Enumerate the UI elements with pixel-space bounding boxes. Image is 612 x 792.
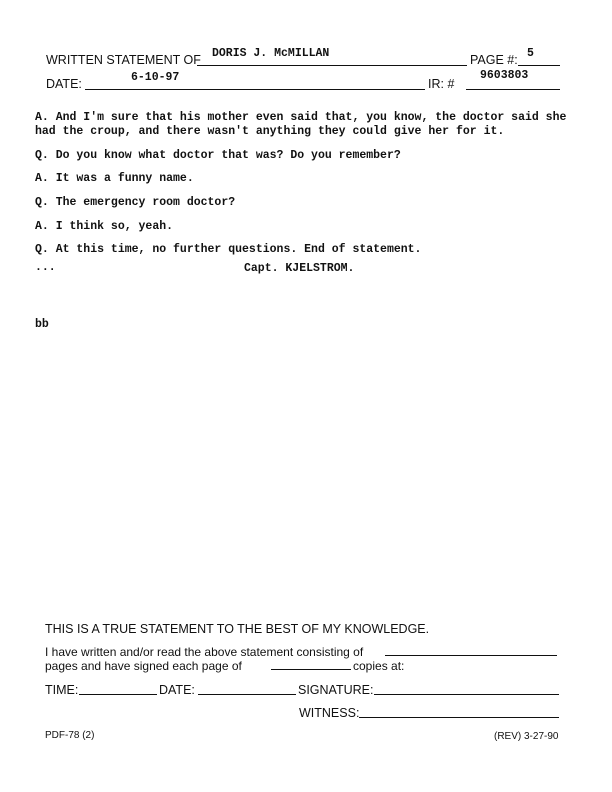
true-statement: THIS IS A TRUE STATEMENT TO THE BEST OF MY KNOWLEDGE.: [45, 622, 430, 636]
answer-think-so: A. I think so, yeah.: [35, 220, 174, 233]
ellipsis: ...: [35, 261, 56, 274]
page-underline: [518, 65, 560, 66]
date-label: DATE:: [46, 77, 82, 91]
revision-date: (REV) 3-27-90: [494, 731, 559, 742]
answer-funny-name: A. It was a funny name.: [35, 172, 194, 185]
consist-line-2b: copies at:: [353, 659, 405, 673]
question-end-statement: Q. At this time, no further questions. End of statement.: [35, 243, 422, 256]
signature-field-line: [374, 694, 559, 695]
typist-initials: bb: [35, 318, 49, 331]
date-field-line: [198, 694, 296, 695]
page-label: PAGE #:: [470, 53, 518, 67]
answer-line-1: A. And I'm sure that his mother even said that, you know, the doctor said she: [35, 111, 567, 124]
ir-label: IR: #: [428, 77, 455, 91]
question-emergency: Q. The emergency room doctor?: [35, 196, 236, 209]
ir-value: 9603803: [480, 69, 529, 82]
time-label: TIME:: [45, 683, 79, 697]
answer-line-2: had the croup, and there wasn't anything they could give her for it.: [35, 125, 505, 138]
time-field-line: [79, 694, 157, 695]
consist-line-2a: pages and have signed each page of: [45, 659, 242, 673]
signature-label: SIGNATURE:: [298, 683, 374, 697]
statement-of-label: WRITTEN STATEMENT OF: [46, 53, 201, 67]
witness-label: WITNESS:: [299, 706, 360, 720]
date-value: 6-10-97: [131, 71, 180, 84]
statement-of-underline: [197, 65, 467, 66]
copies-count-line: [271, 669, 351, 670]
question-doctor: Q. Do you know what doctor that was? Do you remember?: [35, 149, 401, 162]
ir-underline: [466, 89, 560, 90]
pages-count-line: [385, 655, 557, 656]
page-value: 5: [527, 47, 534, 60]
consist-line-1: I have written and/or read the above statement consisting of: [45, 645, 364, 659]
date-underline: [85, 89, 425, 90]
interviewer-name: Capt. KJELSTROM.: [244, 262, 355, 275]
date-signature-label: DATE:: [159, 683, 195, 697]
witness-field-line: [359, 717, 559, 718]
statement-of-value: DORIS J. McMILLAN: [212, 47, 330, 60]
form-id: PDF-78 (2): [45, 730, 95, 741]
